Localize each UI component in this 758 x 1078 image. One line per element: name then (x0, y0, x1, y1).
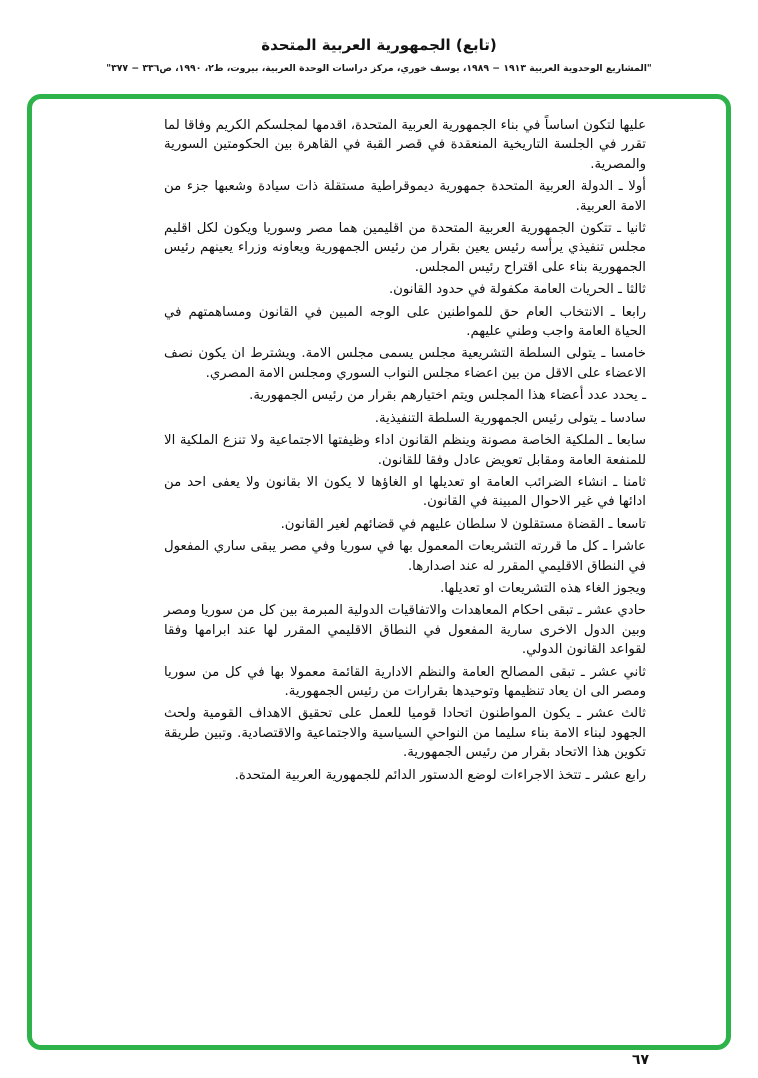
paragraph-clause-6: سادسا ـ يتولى رئيس الجمهورية السلطة التنفيذية. (374, 410, 646, 426)
page-title: (تابع) الجمهورية العربية المتحدة (261, 36, 497, 54)
citation-line: "المشاريع الوحدوية العربية ١٩١٣ − ١٩٨٩، يوسف خوري، مركز دراسات الوحدة العربية، بيروت، ط٢، ١٩٩٠، ص٣٣٦ − ٣٧٧" (106, 63, 652, 74)
paragraph-clause-3: ثالثا ـ الحريات العامة مكفولة في حدود القانون. (388, 282, 646, 298)
paragraph-clause-4: رابعا ـ الانتخاب العام حق للمواطنين على الوجه المبين في القانون ومساهمتهم في الحياة العامة واجب وطني عليهم. (164, 304, 646, 340)
paragraph-clause-14: رابع عشر ـ تتخذ الاجراءات لوضع الدستور الدائم للجمهورية العربية المتحدة. (234, 767, 646, 783)
paragraph-clause-7: سابعا ـ الملكية الخاصة مصونة وينظم القانون اداء وظيفتها الاجتماعية ولا تنزع الملكية الا للمنفعة العامة ومقابل تعويض عادل وفقا للقانون. (164, 433, 646, 468)
document-text (164, 116, 646, 788)
paragraph-clause-9: تاسعا ـ القضاة مستقلون لا سلطان عليهم في قضائهم لغير القانون. (280, 516, 646, 532)
paragraph-clause-5: خامسا ـ يتولى السلطة التشريعية مجلس يسمى مجلس الامة. ويشترط ان يكون نصف الاعضاء على الاقل من بين اعضاء مجلس النواب السوري ومجلس الامة المصري. (164, 346, 646, 381)
paragraph-clause-10: عاشرا ـ كل ما قررته التشريعات المعمول بها في سوريا وفي مصر يبقى ساري المفعول في النطاق الاقليمي المقرر له عند اصدارها. (164, 539, 646, 574)
page-number: ٦٧ (632, 1052, 650, 1068)
paragraph-clause-5-note: ـ يحدد عدد أعضاء هذا المجلس ويتم اختيارهم بقرار من رئيس الجمهورية. (249, 388, 646, 404)
paragraph-clause-8: ثامنا ـ انشاء الضرائب العامة او تعديلها او الغاؤها لا يكون الا بقانون ولا يعفى احد من ادائها في غير الاحوال المبينة في القانون. (164, 474, 646, 510)
paragraph-clause-13: ثالث عشر ـ يكون المواطنون اتحادا قوميا للعمل على تحقيق الاهداف القومية ولحث الجهود لبناء الامة بناء سليما من النواحي السياسية والاجتماعية والاقتصادية. وتبين طريقة تكوين هذا الاتحاد بقرار من رئيس الجمهورية. (164, 706, 646, 761)
paragraph-clause-11: حادي عشر ـ تبقى احكام المعاهدات والاتفاقيات الدولية المبرمة بين كل من سوريا ومصر وبين الدول الاخرى سارية المفعول في النطاق الاقليمي المقرر لها عند ابرامها وفقا لقواعد القانون الدولي. (164, 603, 646, 658)
paragraph-clause-10-note: ويجوز الغاء هذه التشريعات او تعديلها. (440, 580, 646, 596)
paragraph-clause-12: ثاني عشر ـ تبقى المصالح العامة والنظم الادارية القائمة معمولا بها في كل من سوريا ومصر الى ان يعاد تنظيمها وتوحيدها بقرارات من رئيس الجمهورية. (164, 664, 646, 699)
paragraph-clause-1: أولا ـ الدولة العربية المتحدة جمهورية ديموقراطية مستقلة ذات سيادة وشعبها جزء من الامة العربية. (164, 179, 646, 214)
paragraph-clause-2: ثانيا ـ تتكون الجمهورية العربية المتحدة من اقليمين هما مصر وسوريا ويكون لكل اقليم مجلس تنفيذي يرأسه رئيس يعين بقرار من رئيس الجمهورية ويعاونه وزراء يعينهم رئيس الجمهورية بناء على اقتراح رئيس المجلس. (164, 221, 646, 275)
page-header (0, 0, 758, 74)
document-frame (27, 94, 731, 1050)
paragraph-intro: عليها لتكون اساساً في بناء الجمهورية العربية المتحدة، اقدمها لمجلسكم الكريم وفاقا لما تقرر في الجلسة التاريخية المنعقدة في قصر القبة في القاهرة بين الحكومتين السورية والمصرية. (164, 118, 646, 172)
